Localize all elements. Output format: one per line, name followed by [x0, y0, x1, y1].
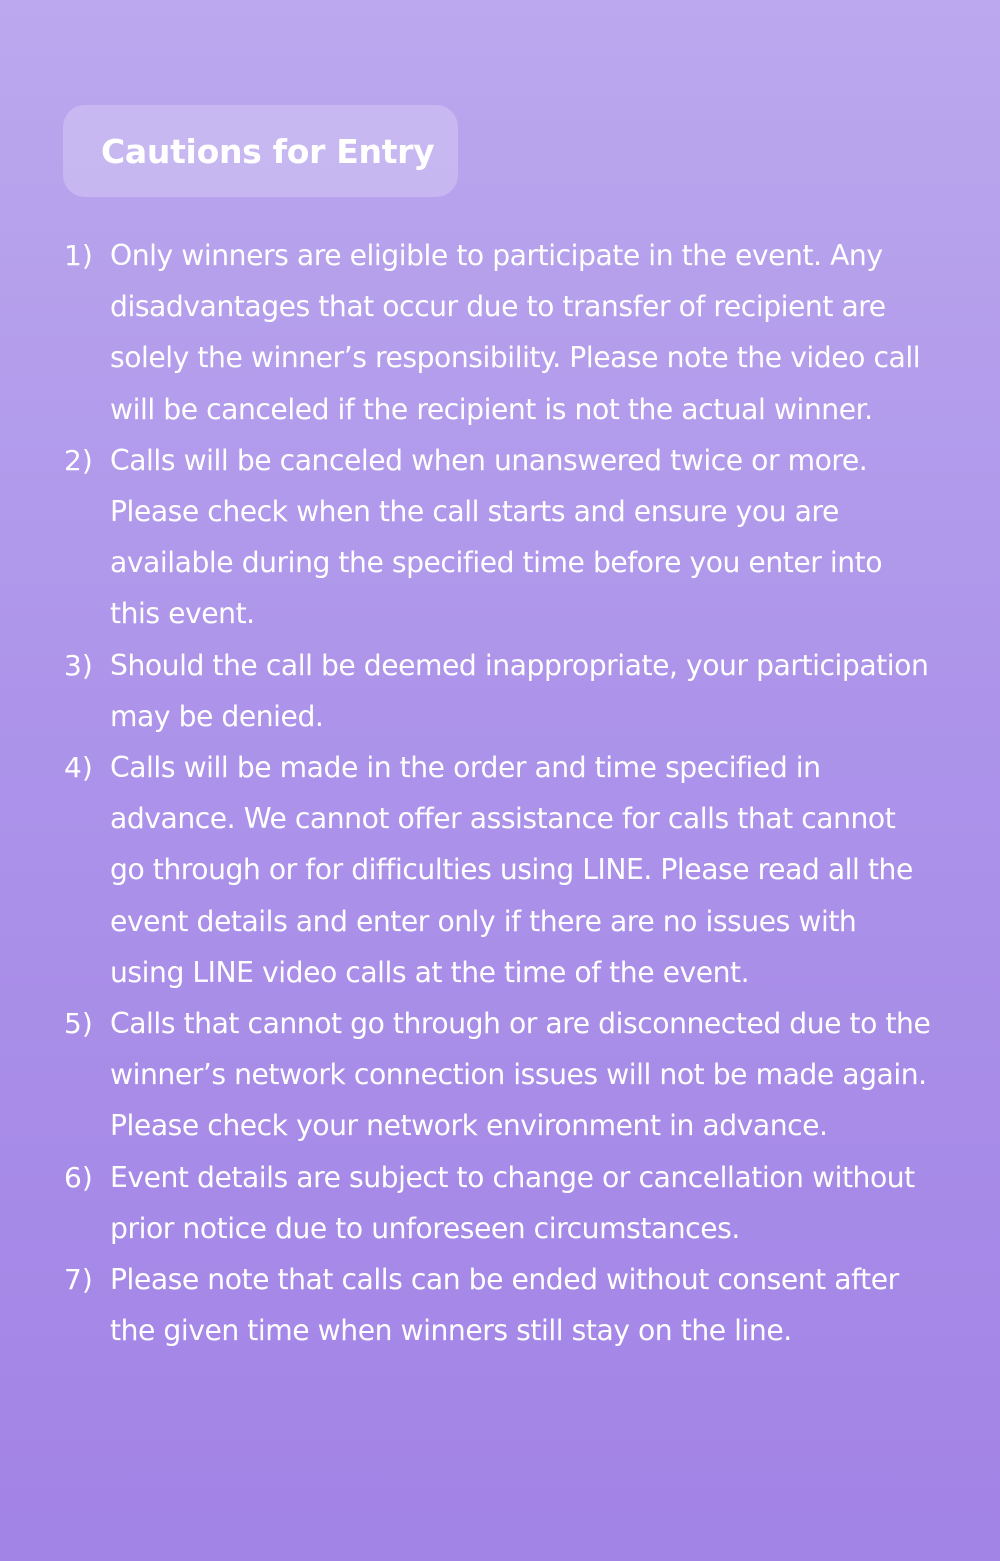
list-item [0, 998, 1000, 1152]
item-text: Calls that cannot go through or are disconnected due to the winner’s network connection issues will not be made again. Please check your network environment in advance. [110, 1007, 931, 1143]
item-number: 4) [64, 751, 93, 785]
list-item [0, 1254, 1000, 1356]
list-item [0, 1152, 1000, 1254]
list-item [0, 742, 1000, 998]
item-number: 7) [64, 1263, 93, 1297]
item-text: Only winners are eligible to participate in the event. Any disadvantages that occur due to transfer of recipient are solely the winner’s responsibility. Please note the video call will be canceled if the recipient is not the actual winner. [110, 239, 921, 426]
cautions-list [0, 230, 1000, 1356]
list-item [0, 435, 1000, 640]
title-badge [63, 105, 458, 197]
item-text: Calls will be made in the order and time specified in advance. We cannot offer assistance for calls that cannot go through or for difficulties using LINE. Please read all the event details and enter only if there are no issues with using LINE video calls at the time of the event. [110, 751, 913, 989]
item-text: Please note that calls can be ended without consent after the given time when winners still stay on the line. [110, 1263, 899, 1348]
page-title: Cautions for Entry [101, 131, 435, 171]
item-number: 2) [64, 443, 93, 477]
item-number: 6) [64, 1160, 93, 1194]
item-number: 3) [64, 648, 93, 682]
list-item [0, 640, 1000, 742]
item-number: 5) [64, 1007, 93, 1041]
item-text: Should the call be deemed inappropriate, your participation may be denied. [110, 648, 929, 733]
item-text: Calls will be canceled when unanswered twice or more. Please check when the call starts and ensure you are available during the specified time before you enter into this event. [110, 443, 883, 631]
list-item [0, 230, 1000, 435]
item-number: 1) [64, 239, 93, 272]
item-text: Event details are subject to change or cancellation without prior notice due to unforeseen circumstances. [110, 1160, 915, 1245]
